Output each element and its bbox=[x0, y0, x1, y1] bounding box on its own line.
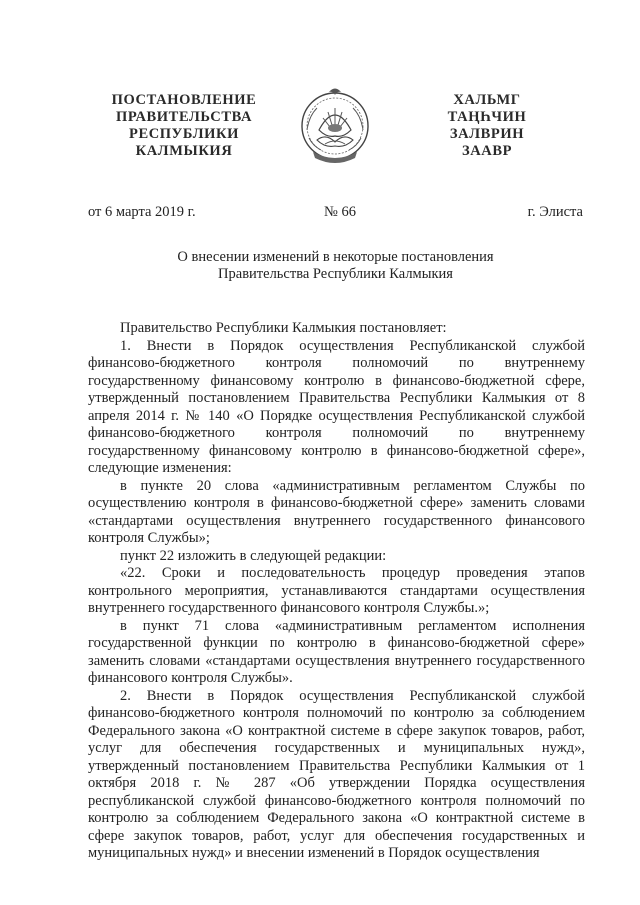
header-left-line: ПОСТАНОВЛЕНИЕ bbox=[111, 92, 257, 108]
header-right-line: ТАҢҺЧИН bbox=[447, 109, 527, 125]
header-right-line: ХАЛЬМГ bbox=[453, 92, 521, 108]
document-number: № 66 bbox=[324, 204, 356, 220]
title-line: О внесении изменений в некоторые постановления bbox=[177, 249, 494, 265]
paragraph: пункт 22 изложить в следующей редакции: bbox=[120, 547, 387, 564]
header-left-line: ПРАВИТЕЛЬСТВА bbox=[115, 109, 253, 125]
header-left-block bbox=[96, 92, 272, 160]
document-meta-row bbox=[88, 204, 583, 224]
header-right-line: ЗААВР bbox=[461, 143, 513, 159]
document-title bbox=[88, 249, 583, 283]
paragraph: в пункт 71 слова «административным регламентом исполнения государственной функции по контролю в финансово-бюджетной сфере» заменить словами «стандартами осуществления внутреннего государственного финансового контроля Службы». bbox=[88, 617, 585, 686]
header-left-line: РЕСПУБЛИКИ bbox=[128, 126, 240, 142]
header-left-line: КАЛМЫКИЯ bbox=[135, 143, 233, 159]
paragraph: 1. Внести в Порядок осуществления Республиканской службой финансово-бюджетного контроля полномочий по внутреннему государственному финансовому контролю в финансово-бюджетной сфере, утвержденный постановлением Правительства Республики Калмыкия от 8 апреля 2014 г. № 140 «О Порядке осуществления Республиканской службой финансово-бюджетного контроля полномочий по внутреннему государственному финансовому контролю в финансово-бюджетной сфере», следующие изменения: bbox=[88, 337, 585, 476]
header-right-block bbox=[432, 92, 542, 160]
paragraph: в пункте 20 слова «административным регламентом Службы по осуществлению контроля в финансово-бюджетной сфере» заменить словами «стандартами осуществления внутреннего государственного финансового контроля Службы»; bbox=[88, 477, 585, 546]
paragraph: Правительство Республики Калмыкия постановляет: bbox=[120, 320, 447, 336]
paragraph: «22. Сроки и последовательность процедур проведения этапов контрольного мероприятия, устанавливаются стандартами осуществления внутреннего государственного финансового контроля Службы.»; bbox=[88, 565, 585, 616]
document-date: от 6 марта 2019 г. bbox=[88, 204, 196, 220]
paragraph: 2. Внести в Порядок осуществления Республиканской службой финансово-бюджетного контроля полномочий по контролю за соблюдением Федерального закона «О контрактной системе в сфере закупок товаров, работ, услуг для обеспечения государственных и муниципальных нужд», утвержденный постановлением Правительства Республики Калмыкия от 1 октября 2018 г. № 287 «Об утверждении Порядка осуществления республиканской службой финансово-бюджетного контроля полномочий по контролю за соблюдением Федерального закона «О контрактной системе в сфере закупок товаров, работ, услуг для обеспечения государственных и муниципальных нужд» и внесении изменений в Порядок осуществления bbox=[88, 687, 585, 861]
header-right-line: ЗАЛВРИН bbox=[449, 126, 525, 142]
kalmykia-coat-of-arms-icon bbox=[299, 86, 371, 168]
document-city: г. Элиста bbox=[527, 204, 583, 220]
title-line: Правительства Республики Калмыкия bbox=[218, 266, 453, 282]
document-body bbox=[88, 320, 585, 863]
